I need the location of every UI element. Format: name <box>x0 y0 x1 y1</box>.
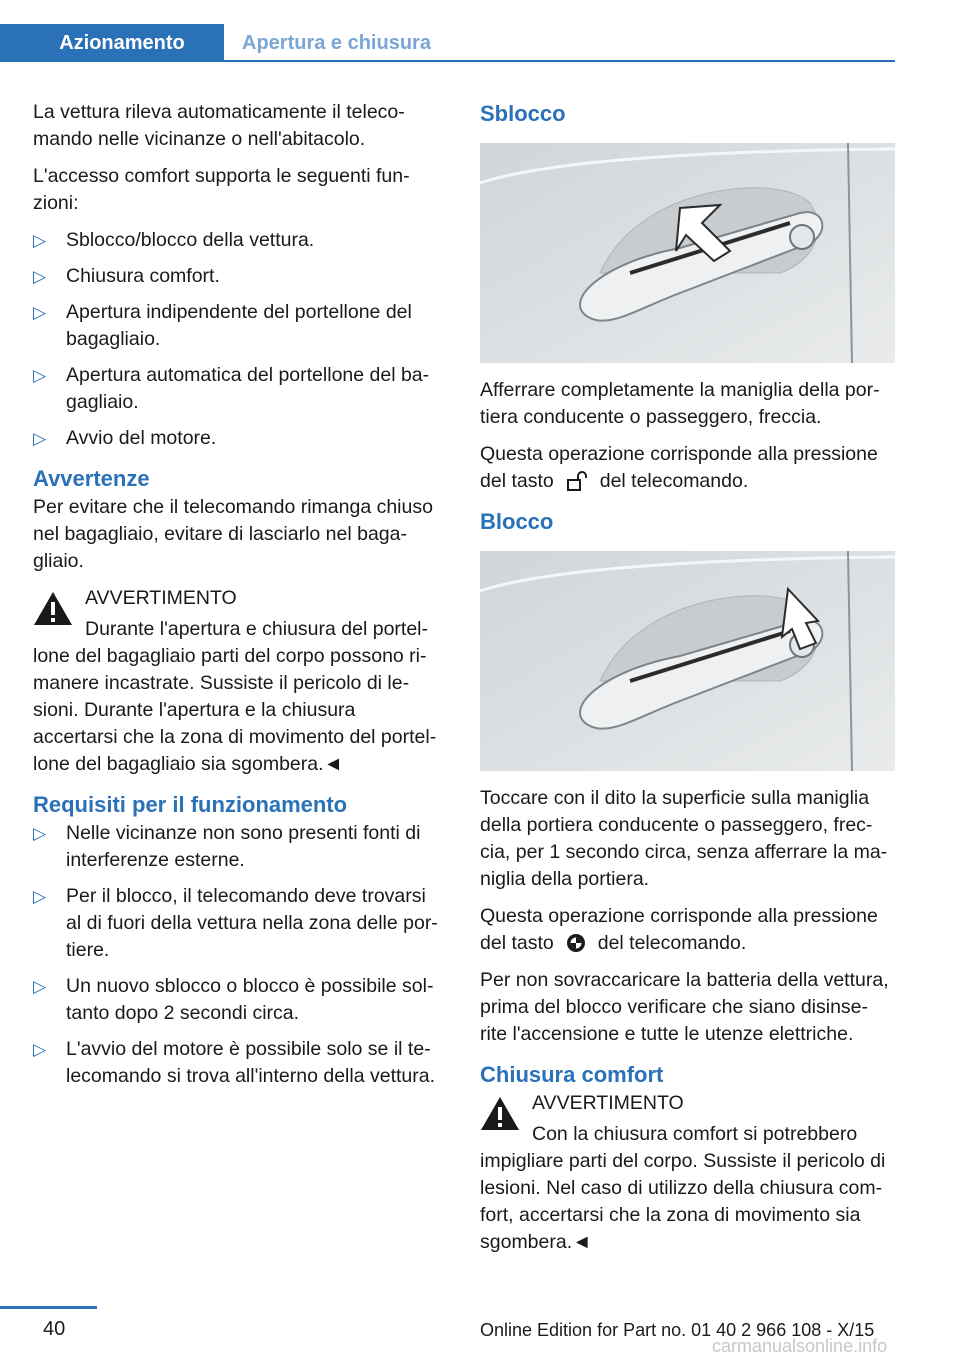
triangle-right-icon: ▷ <box>33 1040 47 1059</box>
triangle-right-icon: ▷ <box>33 824 47 843</box>
tab-azionamento[interactable]: Azionamento <box>0 24 224 62</box>
functions-list <box>33 227 443 452</box>
triangle-right-icon: ▷ <box>33 231 47 250</box>
right-column <box>480 99 895 1266</box>
bmw-logo-icon <box>566 933 586 953</box>
list-item-text: Apertura automatica del portellone del ba-gagliaio. <box>66 364 430 413</box>
list-item-text: Per il blocco, il telecomando deve trovarsi al di fuori della vettura nella zona delle por-tiere. <box>66 885 438 961</box>
page-number: 40 <box>43 1318 66 1340</box>
list-item <box>33 263 443 290</box>
sblocco-text-2-pre: Questa operazione corrisponde alla pressione del tasto <box>480 443 878 492</box>
blocco-text-2-post: del telecomando. <box>597 932 747 954</box>
list-item <box>33 362 443 416</box>
watermark: carmanualsonline.info <box>712 1336 888 1356</box>
warning-text: Durante l'apertura e chiusura del portel-lone del bagagliaio parti del corpo possono ri-manere incastrate. Sussiste il pericolo di le-sioni. Durante l'apertura e la chiusura accertarsi che la zona di movimento del portel-lone del bagagliaio sia sgombera.◄ <box>33 618 437 775</box>
door-handle-unlock-figure <box>480 143 895 363</box>
triangle-right-icon: ▷ <box>33 977 47 996</box>
requisiti-list <box>33 820 443 1090</box>
triangle-right-icon: ▷ <box>33 303 47 322</box>
unlock-icon <box>566 471 588 491</box>
requisiti-heading: Requisiti per il funzionamento <box>33 792 348 817</box>
chiusura-comfort-heading: Chiusura comfort <box>480 1062 664 1087</box>
warning-triangle-icon <box>480 1096 520 1132</box>
left-column <box>33 99 443 1100</box>
list-item <box>33 227 443 254</box>
blocco-heading: Blocco <box>480 509 554 534</box>
tab-apertura-chiusura[interactable]: Apertura e chiusura <box>242 32 431 54</box>
list-item-text: Nelle vicinanze non sono presenti fonti di interferenze esterne. <box>66 822 421 871</box>
list-item-text: Chiusura comfort. <box>66 265 220 287</box>
list-item <box>33 299 443 353</box>
footer-rule <box>0 1306 97 1309</box>
warning-text: Con la chiusura comfort si potrebbero impigliare parti del corpo. Sussiste il pericolo di lesioni. Nel caso di utilizzo della chiusura com-fort, accertarsi che la zona di movimento sia sgombera.◄ <box>480 1123 886 1253</box>
list-item-text: Apertura indipendente del portellone del bagagliaio. <box>66 301 412 350</box>
triangle-right-icon: ▷ <box>33 366 47 385</box>
triangle-right-icon: ▷ <box>33 429 47 448</box>
sblocco-heading: Sblocco <box>480 101 566 126</box>
intro-paragraph-2: L'accesso comfort supporta le seguenti fun-zioni: <box>33 165 410 214</box>
warning-title: AVVERTIMENTO <box>532 1092 684 1114</box>
list-item <box>33 883 443 964</box>
list-item <box>33 973 443 1027</box>
warning-block <box>33 585 443 778</box>
triangle-right-icon: ▷ <box>33 267 47 286</box>
warning-block <box>480 1090 895 1256</box>
triangle-right-icon: ▷ <box>33 887 47 906</box>
sblocco-text-2-post: del telecomando. <box>599 470 749 492</box>
blocco-text-2 <box>480 903 895 957</box>
page-header <box>0 0 960 62</box>
sblocco-text-2 <box>480 441 895 495</box>
list-item-text: Avvio del motore. <box>66 427 217 449</box>
avvertenze-text: Per evitare che il telecomando rimanga chiuso nel bagagliaio, evitare di lasciarlo nel baga-gliaio. <box>33 496 433 572</box>
list-item-text: L'avvio del motore è possibile solo se il te-lecomando si trova all'interno della vettura. <box>66 1038 436 1087</box>
warning-title: AVVERTIMENTO <box>85 587 237 609</box>
warning-triangle-icon <box>33 591 73 627</box>
list-item-text: Un nuovo sblocco o blocco è possibile sol-tanto dopo 2 secondi circa. <box>66 975 434 1024</box>
header-rule <box>224 60 895 62</box>
list-item <box>33 1036 443 1090</box>
intro-paragraph-1: La vettura rileva automaticamente il teleco-mando nelle vicinanze o nell'abitacolo. <box>33 101 405 150</box>
blocco-text-2-pre: Questa operazione corrisponde alla pressione del tasto <box>480 905 878 954</box>
list-item-text: Sblocco/blocco della vettura. <box>66 229 315 251</box>
door-handle-lock-figure <box>480 551 895 771</box>
list-item <box>33 820 443 874</box>
list-item <box>33 425 443 452</box>
edition-note: Online Edition for Part no. 01 40 2 966 108 - X/15 <box>480 1320 875 1340</box>
avvertenze-heading: Avvertenze <box>33 466 150 491</box>
sblocco-text-1: Afferrare completamente la maniglia della por-tiera conducente o passeggero, freccia. <box>480 379 880 428</box>
blocco-text-1: Toccare con il dito la superficie sulla maniglia della portiera conducente o passeggero, frec-cia, per 1 secondo circa, senza afferrare la ma-niglia della portiera. <box>480 787 888 890</box>
blocco-text-3: Per non sovraccaricare la batteria della vettura, prima del blocco verificare che siano disinse-rite l'accensione e tutte le utenze elettriche. <box>480 969 889 1045</box>
